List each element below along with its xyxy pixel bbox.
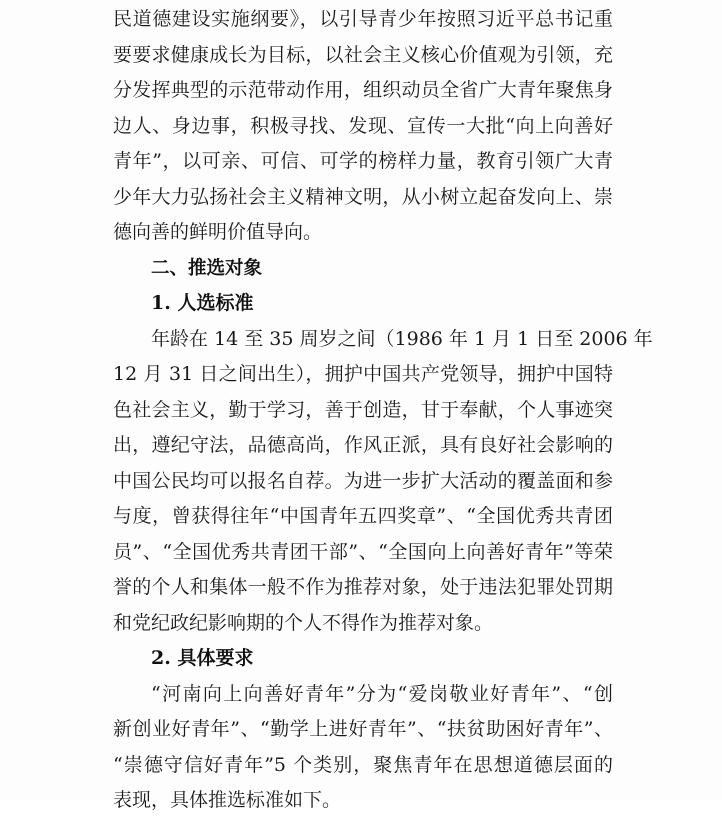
text-line: 员”、“全国优秀共青团干部”、“全国向上向善好青年”等荣 <box>113 540 613 563</box>
text-line: 和党纪政纪影响期的个人不得作为推荐对象。 <box>113 611 494 634</box>
text-line: 德向善的鲜明价值导向。 <box>113 221 323 243</box>
document-body <box>113 2 653 819</box>
text-line: 民道德建设实施纲要》，以引导青少年按照习近平总书记重 <box>113 8 613 30</box>
text-line: 青年”，以可亲、可信、可学的榜样力量，教育引领广大青 <box>113 150 613 172</box>
text-line: “崇德守信好青年”5 个类别，聚焦青年在思想道德层面的 <box>113 753 613 776</box>
text-line: 少年大力弘扬社会主义精神文明，从小树立起奋发向上、崇 <box>113 185 613 208</box>
text-line: 出，遵纪守法，品德高尚，作风正派，具有良好社会影响的 <box>113 434 613 456</box>
text-line: 与度，曾获得往年“中国青年五四奖章”、“全国优秀共青团 <box>113 505 613 527</box>
text-line: 中国公民均可以报名自荐。为进一步扩大活动的覆盖面和参 <box>113 469 613 492</box>
text-line: 边人、身边事，积极寻找、发现、宣传一大批“向上向善好 <box>113 114 613 137</box>
text-line: 12 月 31 日之间出生），拥护中国共产党领导，拥护中国特 <box>113 363 613 385</box>
text-line: 要要求健康成长为目标，以社会主义核心价值观为引领，充 <box>113 43 613 66</box>
text-line: “河南向上向善好青年”分为“爱岗敬业好青年”、“创 <box>151 682 613 705</box>
sub-heading-specific-requirements: 2. 具体要求 <box>151 647 254 669</box>
section-heading: 二、推选对象 <box>151 257 263 279</box>
text-line: 誉的个人和集体一般不作为推荐对象，处于违法犯罪处罚期 <box>113 576 613 598</box>
text-line: 色社会主义，勤于学习，善于创造，甘于奉献，个人事迹突 <box>113 398 613 421</box>
text-line: 年龄在 14 至 35 周岁之间（1986 年 1 月 1 日至 2006 年 <box>151 327 653 350</box>
text-line: 分发挥典型的示范带动作用，组织动员全省广大青年聚焦身 <box>113 79 613 101</box>
text-line: 表现，具体推选标准如下。 <box>113 789 342 811</box>
text-line: 新创业好青年”、“勤学上进好青年”、“扶贫助困好青年”、 <box>113 718 613 740</box>
sub-heading-selection-criteria: 1. 人选标准 <box>151 292 254 314</box>
